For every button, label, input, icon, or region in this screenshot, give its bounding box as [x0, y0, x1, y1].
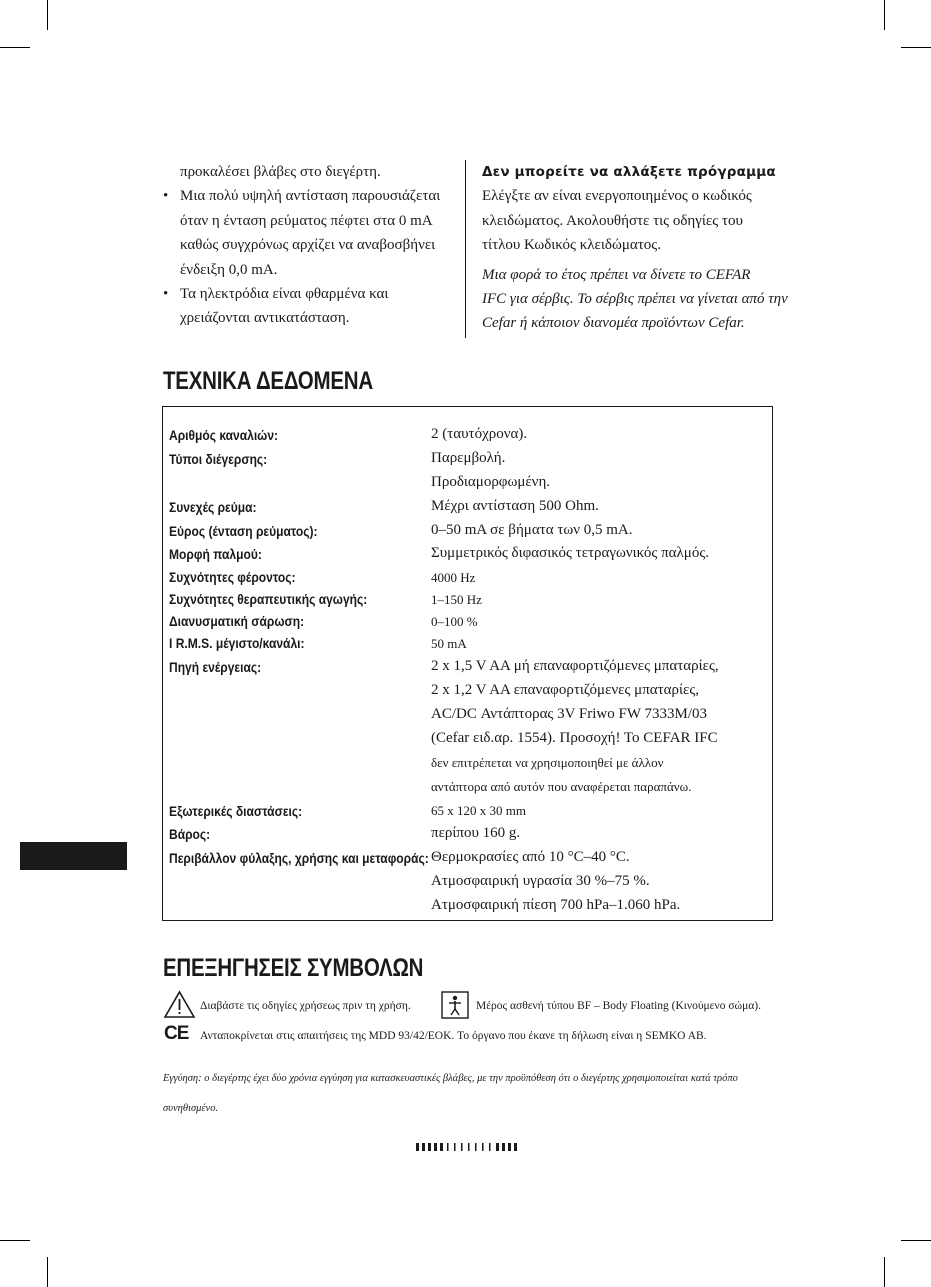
ce-symbol-text: Ανταποκρίνεται στις απαιτήσεις της MDD 93/42/EOK. Το όργανο που έκανε τη δήλωση είναι η SEMKO AB.	[200, 1030, 707, 1042]
bullet-item	[163, 184, 453, 282]
crop-mark	[884, 0, 885, 30]
spec-value: 2 (ταυτόχρονα).	[431, 426, 528, 442]
section-tab	[20, 842, 127, 870]
right-column	[482, 160, 792, 336]
spec-value: Μέχρι αντίσταση 500 Ohm.	[431, 498, 599, 514]
service-note	[482, 263, 792, 336]
spec-label: Τύποι διέγερσης:	[169, 451, 268, 467]
left-column	[163, 160, 453, 331]
text-line: καθώς συγχρόνως αρχίζει να αναβοσβήνει	[180, 237, 436, 254]
text-line: Μια φορά το έτος πρέπει να δίνετε το CEFAR	[482, 266, 751, 283]
ce-mark-icon: CE	[164, 1023, 189, 1044]
spec-label: Εύρος (ένταση ρεύματος):	[169, 523, 318, 539]
spec-label: I R.M.S. μέγιστο/κανάλι:	[169, 635, 305, 651]
warning-symbol-text: Διαβάστε τις οδηγίες χρήσεως πριν τη χρήση.	[200, 1000, 411, 1012]
text-line: προκαλέσει βλάβες στο διεγέρτη.	[180, 164, 381, 180]
crop-mark	[901, 1240, 931, 1241]
warning-triangle-icon	[163, 990, 196, 1019]
crop-mark	[884, 1257, 885, 1287]
symbols-heading: ΕΠΕΞΗΓΗΣΕΙΣ ΣΥΜΒΟΛΩΝ	[163, 954, 424, 982]
bf-symbol-text: Μέρος ασθενή τύπου BF – Body Floating (Κινούμενο σώμα).	[476, 1000, 761, 1012]
text-line: συνηθισμένο.	[163, 1103, 219, 1114]
column-divider	[465, 160, 466, 338]
spec-value: περίπου 160 g.	[431, 825, 521, 841]
text-line: Εγγύηση: ο διεγέρτης έχει δύο χρόνια εγγύηση για κατασκευαστικές βλάβες, με την προϋπόθεση ότι ο διεγέρτης χρησιμοποιείται κατά τρόπο	[163, 1073, 738, 1084]
spec-value: 2 x 1,2 V AA επαναφορτιζόμενες μπαταρίες,	[431, 682, 700, 698]
text-line: τίτλου Κωδικός κλειδώματος.	[482, 237, 661, 254]
text-line: ένδειξη 0,0 mA.	[180, 261, 278, 278]
spec-label: Συχνότητες θεραπευτικής αγωγής:	[169, 591, 368, 607]
crop-mark	[0, 47, 30, 48]
tech-data-heading: ΤΕΧΝΙΚΑ ΔΕΔΟΜΕΝΑ	[163, 367, 373, 395]
spec-label: Διανυσματική σάρωση:	[169, 613, 305, 629]
spec-label: Μορφή παλμού:	[169, 546, 262, 562]
spec-value: Συμμετρικός διφασικός τετραγωνικός παλμός.	[431, 545, 710, 561]
text-line: χρειάζονται αντικατάσταση.	[180, 310, 350, 327]
spec-label: Πηγή ενέργειας:	[169, 659, 262, 675]
spec-label: Συχνότητες φέροντος:	[169, 569, 296, 585]
spec-value: 0–100 %	[431, 614, 478, 629]
spec-label: Αριθμός καναλιών:	[169, 427, 279, 443]
spec-value: Ατμοσφαιρική υγρασία 30 %–75 %.	[431, 873, 650, 889]
spec-value: AC/DC Αντάπτορας 3V Friwo FW 7333M/03	[431, 706, 707, 722]
spec-value: Παρεμβολή.	[431, 450, 506, 466]
crop-mark	[0, 1240, 30, 1241]
text-line: Ελέγξτε αν είναι ενεργοποιημένος ο κωδικός	[482, 188, 752, 205]
spec-value: (Cefar ειδ.αρ. 1554). Προσοχή! Το CEFAR IFC	[431, 730, 718, 746]
spec-label: Συνεχές ρεύμα:	[169, 499, 257, 515]
spec-value: Προδιαμορφωμένη.	[431, 474, 551, 490]
text-line: • Τα ηλεκτρόδια είναι φθαρμένα και	[180, 286, 389, 303]
spec-value: αντάπτορα από αυτόν που αναφέρεται παραπάνω.	[431, 779, 692, 794]
spec-value: Ατμοσφαιρική πίεση 700 hPa–1.060 hPa.	[431, 897, 681, 913]
text-line: IFC για σέρβις. Το σέρβις πρέπει να γίνεται από την	[482, 291, 788, 308]
crop-mark	[901, 47, 931, 48]
spec-value: 0–50 mA σε βήματα των 0,5 mA.	[431, 522, 633, 538]
spec-label: Βάρος:	[169, 826, 211, 842]
spec-value: 4000 Hz	[431, 570, 476, 585]
bullet-item	[163, 282, 453, 331]
spec-value: 1–150 Hz	[431, 592, 482, 607]
crop-mark	[47, 0, 48, 30]
spec-label: Εξωτερικές διαστάσεις:	[169, 803, 303, 819]
text-line: κλειδώματος. Ακολουθήστε τις οδηγίες του	[482, 212, 743, 229]
spec-label: Περιβάλλον φύλαξης, χρήσης και μεταφοράς:	[169, 850, 429, 866]
spec-value: 2 x 1,5 V AA μή επαναφορτιζόμενες μπαταρίες,	[431, 658, 719, 674]
text-line: • Μια πολύ υψηλή αντίσταση παρουσιάζεται	[180, 188, 441, 205]
spec-table	[162, 406, 773, 921]
text-line: Cefar ή κάποιον διανομέα προϊόντων Cefar.	[482, 315, 745, 332]
spec-value: 65 x 120 x 30 mm	[431, 803, 526, 818]
crop-mark	[47, 1257, 48, 1287]
spec-value: Θερμοκρασίες από 10 °C–40 °C.	[431, 849, 630, 865]
bf-body-floating-icon	[441, 991, 469, 1019]
troubleshoot-heading: Δεν μπορείτε να αλλάξετε πρόγραμμα	[482, 164, 776, 180]
warranty-note	[163, 1064, 773, 1124]
spec-value: 50 mA	[431, 636, 467, 651]
text-line: όταν η ένταση ρεύματος πέφτει στα 0 mA	[180, 212, 433, 229]
page-number-marker	[416, 1143, 522, 1151]
spec-value: δεν επιτρέπεται να χρησιμοποιηθεί με άλλον	[431, 755, 664, 770]
